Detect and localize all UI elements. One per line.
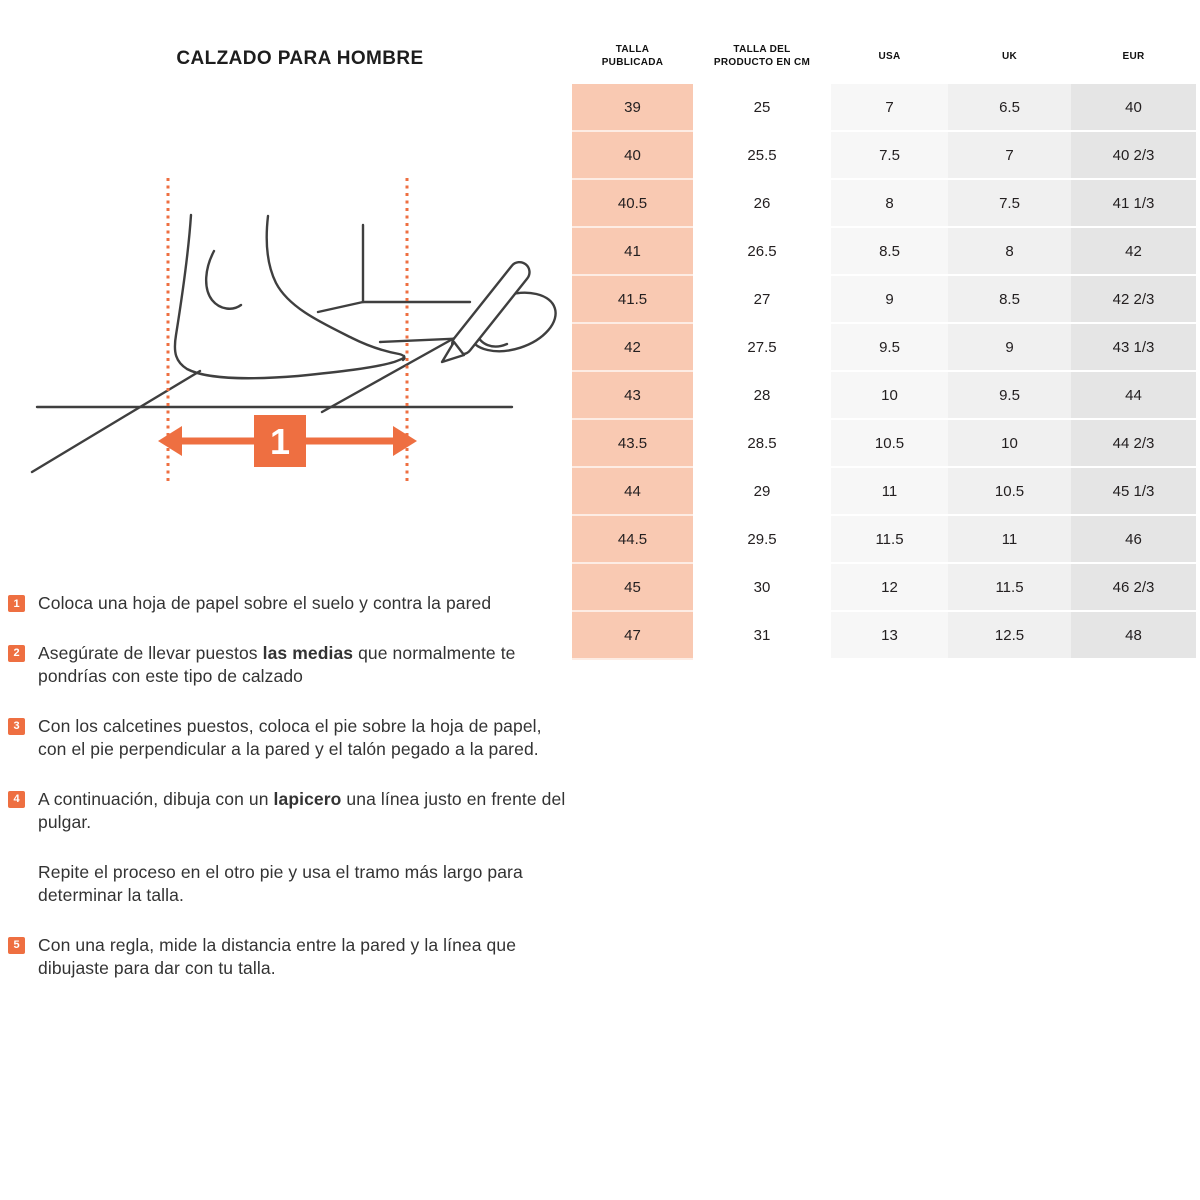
size-cell: 41 — [572, 228, 693, 276]
size-cell: 40 — [572, 132, 693, 180]
step-text-pre: Con los calcetines puestos, coloca el pie sobre la hoja de papel, con el pie perpendicular a la pared y el talón pegado a la pared. — [38, 715, 542, 759]
size-row — [572, 372, 1196, 420]
size-cell: 29.5 — [693, 516, 831, 564]
size-cell: 48 — [1071, 612, 1196, 660]
size-row — [572, 420, 1196, 468]
size-cell: 40 — [1071, 84, 1196, 132]
step-text-post: que normalmente te pondrías con este tipo de calzado — [38, 642, 516, 686]
size-cell: 9.5 — [831, 324, 948, 372]
size-cell: 12.5 — [948, 612, 1071, 660]
size-cell: 45 1/3 — [1071, 468, 1196, 516]
instruction-step — [8, 715, 583, 762]
step-number-badge: 1 — [8, 595, 25, 612]
size-cell: 41 1/3 — [1071, 180, 1196, 228]
size-cell: 11.5 — [948, 564, 1071, 612]
size-cell: 8.5 — [948, 276, 1071, 324]
size-row — [572, 516, 1196, 564]
step-text-post: una línea justo en frente del pulgar. — [38, 788, 566, 832]
step-text-bold: lapicero — [273, 788, 342, 809]
size-cell: 11 — [948, 516, 1071, 564]
size-cell: 10 — [948, 420, 1071, 468]
size-cell: 43 — [572, 372, 693, 420]
size-row — [572, 564, 1196, 612]
size-cell: 12 — [831, 564, 948, 612]
size-row — [572, 612, 1196, 660]
step-number-badge: 2 — [8, 645, 25, 662]
column-header-usa: USA — [831, 28, 948, 84]
size-row — [572, 84, 1196, 132]
measure-arrow — [158, 415, 417, 467]
instructions-list — [8, 592, 583, 1007]
size-cell: 39 — [572, 84, 693, 132]
size-cell: 40.5 — [572, 180, 693, 228]
size-cell: 7.5 — [831, 132, 948, 180]
hand-with-pencil-illustration — [442, 258, 563, 362]
size-cell: 46 2/3 — [1071, 564, 1196, 612]
step-text-pre: Asegúrate de llevar puestos — [38, 642, 263, 663]
size-cell: 30 — [693, 564, 831, 612]
size-row — [572, 180, 1196, 228]
size-cell: 8.5 — [831, 228, 948, 276]
step-number-badge: 5 — [8, 937, 25, 954]
size-cell: 41.5 — [572, 276, 693, 324]
step-text-pre: Coloca una hoja de papel sobre el suelo y contra la pared — [38, 593, 492, 613]
size-cell: 28.5 — [693, 420, 831, 468]
step-text — [38, 788, 566, 835]
size-cell: 28 — [693, 372, 831, 420]
size-cell: 7 — [831, 84, 948, 132]
size-cell: 11.5 — [831, 516, 948, 564]
size-cell: 13 — [831, 612, 948, 660]
size-cell: 31 — [693, 612, 831, 660]
measure-step-label: 1 — [269, 421, 291, 462]
size-cell: 7.5 — [948, 180, 1071, 228]
size-cell: 42 2/3 — [1071, 276, 1196, 324]
column-header-talla-publicada: TALLA PUBLICADA — [572, 28, 693, 84]
instruction-step — [8, 934, 583, 981]
size-cell: 9 — [831, 276, 948, 324]
size-cell: 10.5 — [831, 420, 948, 468]
size-cell: 25.5 — [693, 132, 831, 180]
size-cell: 10.5 — [948, 468, 1071, 516]
instruction-step — [8, 642, 583, 689]
step-number-badge: 4 — [8, 791, 25, 808]
size-row — [572, 276, 1196, 324]
step-number-badge: 3 — [8, 718, 25, 735]
size-cell: 42 — [572, 324, 693, 372]
size-cell: 8 — [948, 228, 1071, 276]
size-cell: 44.5 — [572, 516, 693, 564]
size-cell: 29 — [693, 468, 831, 516]
size-cell: 26 — [693, 180, 831, 228]
size-cell: 27.5 — [693, 324, 831, 372]
step-text-pre: Repite el proceso en el otro pie y usa el tramo más largo para determinar la talla. — [38, 861, 523, 905]
column-header-uk: UK — [948, 28, 1071, 84]
size-cell: 42 — [1071, 228, 1196, 276]
foot-illustration — [175, 215, 405, 378]
size-row — [572, 132, 1196, 180]
size-cell: 25 — [693, 84, 831, 132]
size-chart-table — [572, 28, 1196, 660]
size-cell: 26.5 — [693, 228, 831, 276]
step-text — [38, 934, 566, 981]
size-cell: 11 — [831, 468, 948, 516]
size-cell: 43 1/3 — [1071, 324, 1196, 372]
table-header-row — [572, 28, 1196, 84]
size-row — [572, 468, 1196, 516]
size-cell: 43.5 — [572, 420, 693, 468]
size-cell: 46 — [1071, 516, 1196, 564]
step-text — [38, 642, 566, 689]
size-cell: 6.5 — [948, 84, 1071, 132]
size-cell: 7 — [948, 132, 1071, 180]
step-text — [38, 861, 566, 908]
size-cell: 44 — [1071, 372, 1196, 420]
size-cell: 40 2/3 — [1071, 132, 1196, 180]
step-text-bold: las medias — [262, 642, 354, 663]
size-cell: 47 — [572, 612, 693, 660]
size-cell: 45 — [572, 564, 693, 612]
page-title: CALZADO PARA HOMBRE — [176, 48, 424, 69]
size-row — [572, 228, 1196, 276]
instruction-step — [8, 592, 583, 616]
step-text — [38, 592, 566, 616]
step-text-pre: Con una regla, mide la distancia entre la pared y la línea que dibujaste para dar con tu talla. — [38, 934, 517, 978]
instruction-step — [8, 861, 583, 908]
size-cell: 9 — [948, 324, 1071, 372]
step-text-pre: A continuación, dibuja con un — [38, 788, 274, 809]
size-row — [572, 324, 1196, 372]
size-cell: 9.5 — [948, 372, 1071, 420]
size-cell: 8 — [831, 180, 948, 228]
column-header-eur: EUR — [1071, 28, 1196, 84]
size-chart — [572, 28, 1196, 660]
instruction-step — [8, 788, 583, 835]
column-header-talla-producto-cm: TALLA DEL PRODUCTO EN CM — [693, 28, 831, 84]
size-cell: 27 — [693, 276, 831, 324]
size-cell: 44 2/3 — [1071, 420, 1196, 468]
foot-measurement-diagram — [30, 170, 570, 500]
size-cell: 44 — [572, 468, 693, 516]
size-cell: 10 — [831, 372, 948, 420]
step-text — [38, 715, 566, 762]
